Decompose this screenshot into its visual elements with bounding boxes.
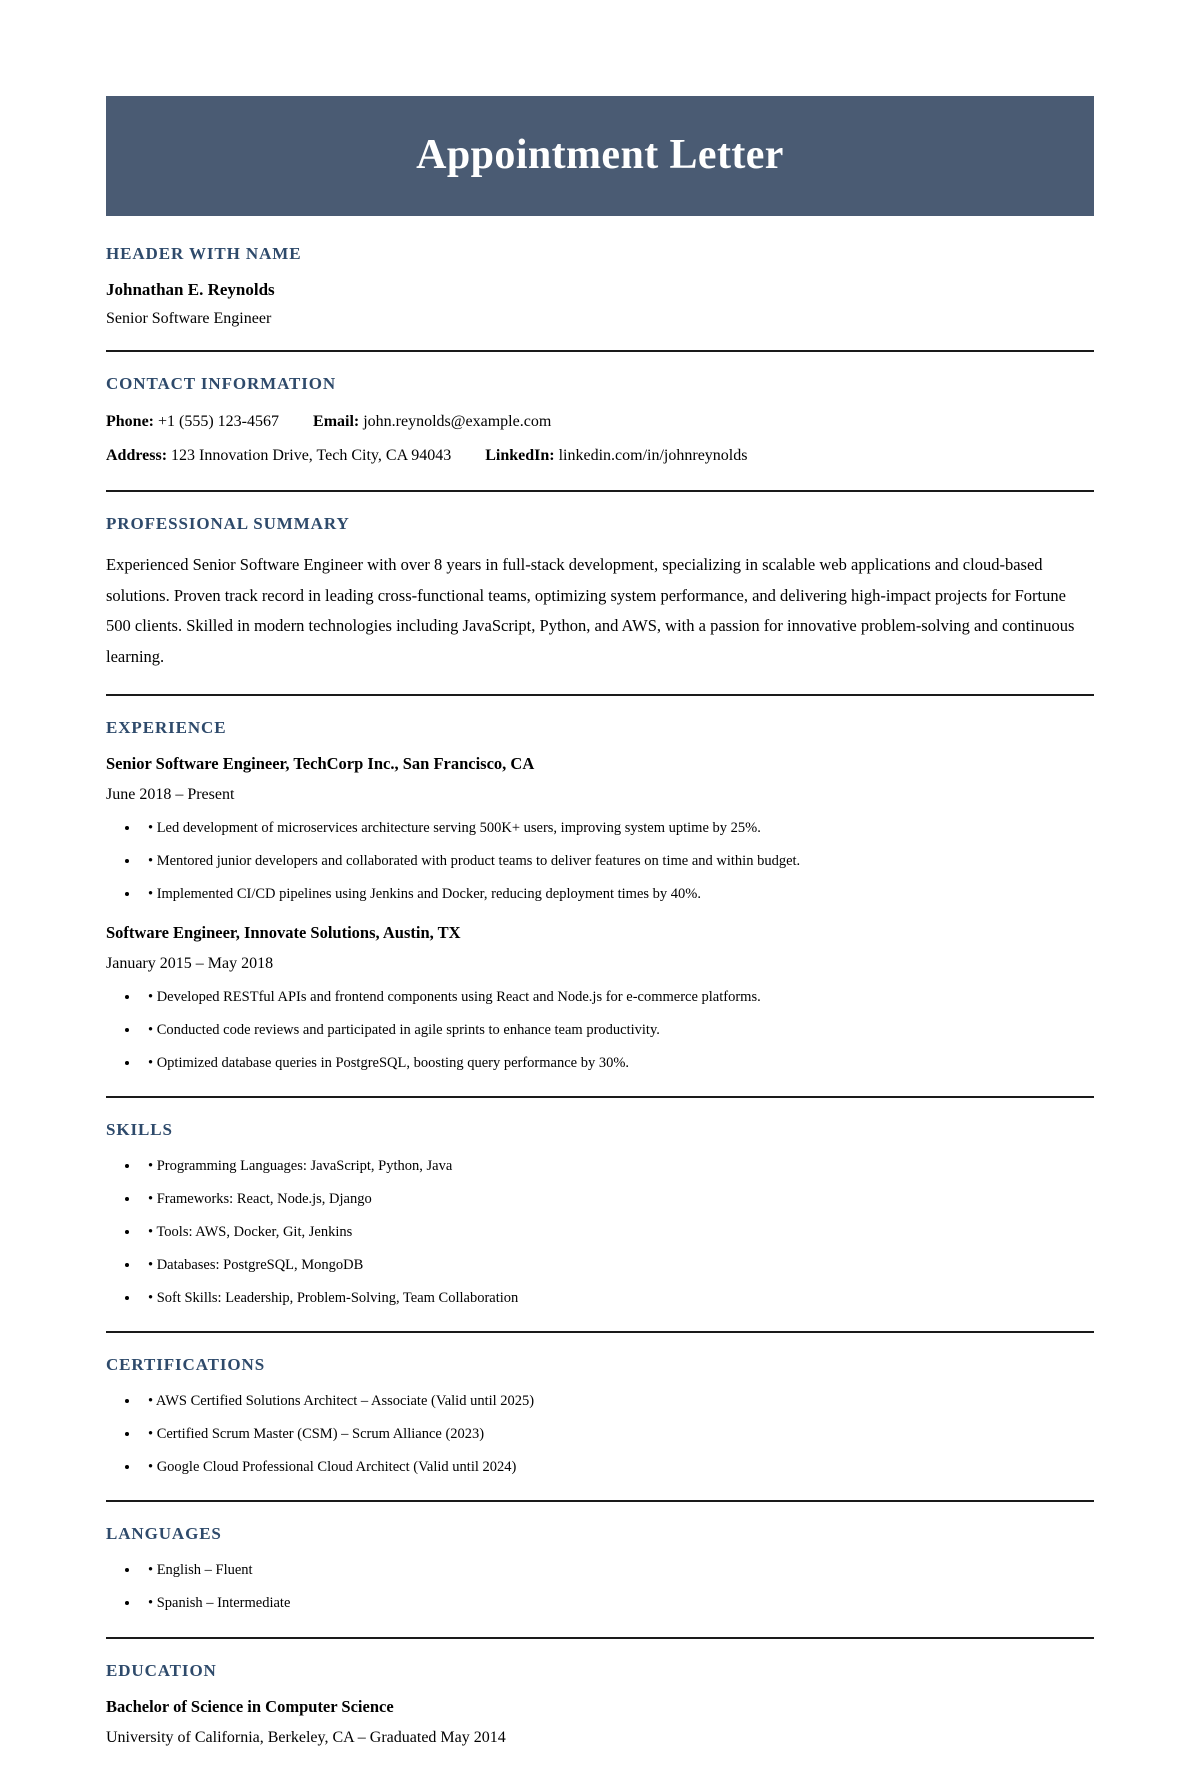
section-divider bbox=[106, 350, 1094, 352]
list-item: • • Spanish – Intermediate bbox=[140, 1593, 1094, 1614]
summary-paragraph: Experienced Senior Software Engineer with over 8 years in full-stack development, specializing in scalable web applications and cloud-based solutions. Proven track record in leading cross-functional teams, optimizing system performance, and delivering high-impact projects for Fortune 500 clients. Skilled in modern technologies including JavaScript, Python, and AWS, with a passion for innovative problem-solving and continuous learning. bbox=[106, 555, 1075, 666]
section-heading-summary: PROFESSIONAL SUMMARY bbox=[106, 514, 350, 534]
list-item: • • Soft Skills: Leadership, Problem-Solving, Team Collaboration bbox=[140, 1288, 1094, 1309]
email-value: john.reynolds@example.com bbox=[363, 413, 552, 431]
experience-bullet-list bbox=[106, 987, 1094, 1074]
contact-row-phone-email bbox=[106, 410, 1094, 434]
section-heading-skills: SKILLS bbox=[106, 1120, 173, 1140]
section-divider bbox=[106, 490, 1094, 492]
section-header-with-name bbox=[106, 244, 1094, 328]
list-item: • • AWS Certified Solutions Architect – Associate (Valid until 2025) bbox=[140, 1391, 1094, 1412]
section-languages bbox=[106, 1524, 1094, 1614]
address-value: 123 Innovation Drive, Tech City, CA 94043 bbox=[171, 447, 452, 465]
list-item: • • Google Cloud Professional Cloud Architect (Valid until 2024) bbox=[140, 1457, 1094, 1478]
list-item: • • Optimized database queries in PostgreSQL, boosting query performance by 30%. bbox=[140, 1053, 1094, 1074]
section-education bbox=[106, 1661, 1094, 1747]
languages-list bbox=[106, 1560, 1094, 1614]
education-degree: Bachelor of Science in Computer Science bbox=[106, 1696, 394, 1716]
section-heading-languages: LANGUAGES bbox=[106, 1524, 222, 1544]
section-heading-education: EDUCATION bbox=[106, 1660, 217, 1680]
section-heading-contact: CONTACT INFORMATION bbox=[106, 374, 337, 394]
experience-job-dates: January 2015 – May 2018 bbox=[106, 955, 274, 973]
email-label: Email: bbox=[313, 413, 360, 431]
experience-entry bbox=[106, 754, 1094, 905]
contact-row-address-linkedin bbox=[106, 444, 1094, 468]
experience-job-dates: June 2018 – Present bbox=[106, 786, 235, 804]
section-contact-information bbox=[106, 374, 1094, 468]
list-item: • • English – Fluent bbox=[140, 1560, 1094, 1581]
linkedin-value: linkedin.com/in/johnreynolds bbox=[558, 447, 748, 465]
section-experience bbox=[106, 718, 1094, 1074]
section-divider bbox=[106, 694, 1094, 696]
page-title: Appointment Letter bbox=[416, 132, 784, 178]
experience-job-title: Software Engineer, Innovate Solutions, Austin, TX bbox=[106, 923, 461, 943]
section-heading-header: HEADER WITH NAME bbox=[106, 244, 302, 264]
list-item: • • Certified Scrum Master (CSM) – Scrum Alliance (2023) bbox=[140, 1424, 1094, 1445]
list-item: • • Tools: AWS, Docker, Git, Jenkins bbox=[140, 1222, 1094, 1243]
list-item: • • Conducted code reviews and participated in agile sprints to enhance team productivity. bbox=[140, 1020, 1094, 1041]
education-school: University of California, Berkeley, CA – Graduated May 2014 bbox=[106, 1728, 506, 1746]
section-divider bbox=[106, 1637, 1094, 1639]
section-divider bbox=[106, 1331, 1094, 1333]
linkedin-label: LinkedIn: bbox=[485, 447, 555, 465]
section-heading-certifications: CERTIFICATIONS bbox=[106, 1355, 266, 1375]
section-skills bbox=[106, 1120, 1094, 1309]
section-heading-experience: EXPERIENCE bbox=[106, 718, 227, 738]
list-item: • • Implemented CI/CD pipelines using Jenkins and Docker, reducing deployment times by 40%. bbox=[140, 884, 1094, 905]
list-item: • • Frameworks: React, Node.js, Django bbox=[140, 1189, 1094, 1210]
list-item: • • Programming Languages: JavaScript, Python, Java bbox=[140, 1156, 1094, 1177]
section-certifications bbox=[106, 1355, 1094, 1478]
experience-job-title: Senior Software Engineer, TechCorp Inc., San Francisco, CA bbox=[106, 754, 535, 774]
phone-value: +1 (555) 123-4567 bbox=[158, 413, 280, 431]
document-title-banner bbox=[106, 96, 1094, 216]
experience-entry bbox=[106, 923, 1094, 1074]
list-item: • • Developed RESTful APIs and frontend components using React and Node.js for e-commerce platforms. bbox=[140, 987, 1094, 1008]
section-divider bbox=[106, 1096, 1094, 1098]
candidate-name: Johnathan E. Reynolds bbox=[106, 280, 275, 300]
certifications-list bbox=[106, 1391, 1094, 1478]
list-item: • • Led development of microservices architecture serving 500K+ users, improving system uptime by 25%. bbox=[140, 818, 1094, 839]
phone-label: Phone: bbox=[106, 413, 154, 431]
section-divider bbox=[106, 1500, 1094, 1502]
address-label: Address: bbox=[106, 447, 168, 465]
experience-bullet-list bbox=[106, 818, 1094, 905]
candidate-job-title: Senior Software Engineer bbox=[106, 310, 272, 328]
skills-list bbox=[106, 1156, 1094, 1309]
list-item: • • Databases: PostgreSQL, MongoDB bbox=[140, 1255, 1094, 1276]
list-item: • • Mentored junior developers and collaborated with product teams to deliver features on time and within budget. bbox=[140, 851, 1094, 872]
section-professional-summary bbox=[106, 514, 1094, 672]
